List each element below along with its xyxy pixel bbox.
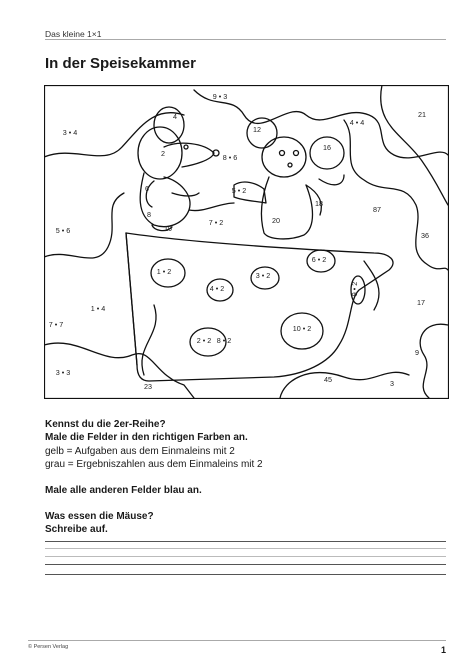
field-number: 6 • 2 (311, 255, 327, 264)
field-number: 10 • 2 (292, 324, 312, 333)
footer-divider (28, 640, 446, 641)
answer-line[interactable] (45, 541, 446, 542)
field-number: 3 (390, 379, 394, 388)
field-number: 10 (164, 224, 172, 233)
field-number: 5 • 2 (231, 186, 247, 195)
field-number: 4 • 2 (209, 284, 225, 293)
field-number: 2 • 2 (196, 336, 212, 345)
question-2er-reihe: Kennst du die 2er-Reihe? (45, 419, 166, 430)
answer-line[interactable] (45, 564, 446, 565)
field-number: 3 • 4 (62, 128, 78, 137)
answer-line[interactable] (45, 556, 446, 557)
field-number: 7 • 2 (208, 218, 224, 227)
page-title: In der Speisekammer (45, 55, 196, 72)
field-number: 1 • 2 (156, 267, 172, 276)
field-number: 45 (324, 375, 332, 384)
field-number: 20 (272, 216, 280, 225)
field-number: 21 (418, 110, 426, 119)
field-number: 3 • 2 (255, 271, 271, 280)
field-number: 4 • 4 (349, 118, 365, 127)
field-number: 16 (323, 143, 331, 152)
coloring-picture (44, 85, 449, 399)
field-number: 9 • 2 (350, 281, 359, 297)
answer-line[interactable] (45, 574, 446, 575)
field-number: 8 (147, 210, 151, 219)
header-divider (45, 39, 446, 40)
series-title: Das kleine 1×1 (45, 29, 102, 39)
field-number: 3 • 3 (55, 368, 71, 377)
field-number: 1 • 4 (90, 304, 106, 313)
coloring-drawing (44, 85, 449, 399)
field-number: 23 (144, 382, 152, 391)
field-number: 8 • 2 (216, 336, 232, 345)
task-color-fields: Male die Felder in den richtigen Farben an. (45, 432, 248, 443)
field-number: 36 (421, 231, 429, 240)
field-number: 17 (417, 298, 425, 307)
legend-grey: grau = Ergebniszahlen aus dem Einmaleins mit 2 (45, 459, 263, 470)
field-number: 7 • 7 (48, 320, 64, 329)
legend-yellow: gelb = Aufgaben aus dem Einmaleins mit 2 (45, 446, 235, 457)
task-write: Schreibe auf. (45, 524, 108, 535)
field-number: 4 (173, 112, 177, 121)
field-number: 12 (253, 125, 261, 134)
field-number: 87 (373, 205, 381, 214)
page-number: 1 (441, 645, 447, 655)
field-number: 8 • 6 (222, 153, 238, 162)
field-number: 6 (145, 184, 149, 193)
publisher-note: © Persen Verlag (28, 644, 69, 650)
field-number: 2 (161, 149, 165, 158)
task-color-blue: Male alle anderen Felder blau an. (45, 485, 202, 496)
field-number: 5 • 6 (55, 226, 71, 235)
field-number: 9 • 3 (212, 92, 228, 101)
answer-line[interactable] (45, 548, 446, 549)
question-what-eat: Was essen die Mäuse? (45, 511, 154, 522)
field-number: 9 (415, 348, 419, 357)
field-number: 18 (315, 199, 323, 208)
